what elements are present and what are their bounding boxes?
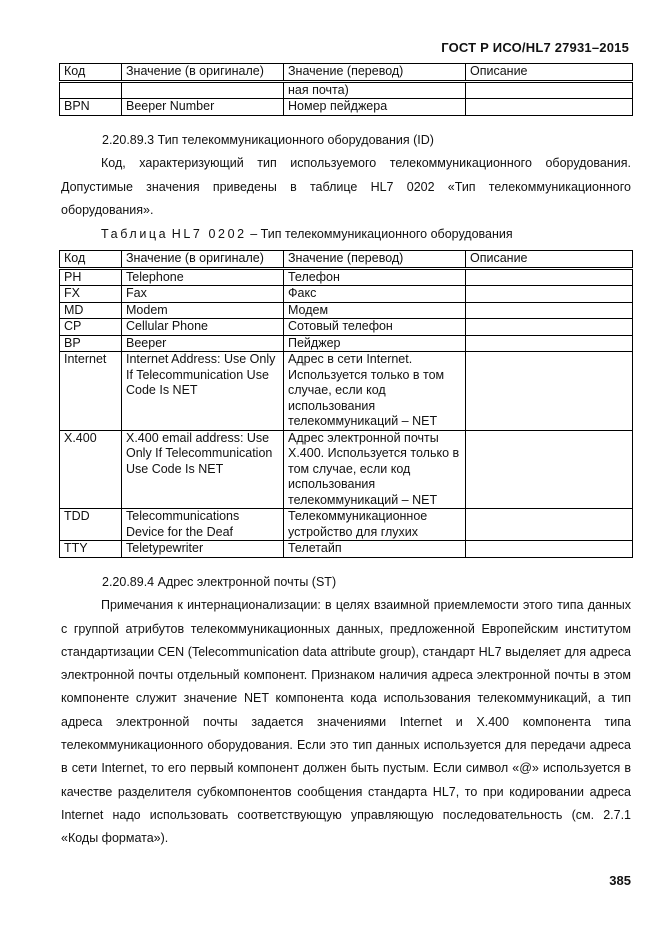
table-cell: X.400 email address: Use Only If Telecommunication Use Code Is NET [122,430,284,509]
table-cell: FX [60,286,122,303]
table-row [60,302,633,319]
column-header: Значение (в оригинале) [122,251,284,269]
table-caption [101,227,513,241]
table-cell: X.400 [60,430,122,509]
table-cell [466,509,633,541]
column-header: Значение (в оригинале) [122,64,284,82]
section-paragraph: Примечания к интернационализации: в целях взаимной приемлемости этого типа данных с группой атрибутов телекоммуникационных данных, предложенной Европейским институтом стандартизации CEN (Telecommunication data attribute group), стандарт HL7 выделяет для адреса электронной почты отдельный компонент. Признаком наличия адреса электронной почты в этом компоненте служит значение NET компонента кода использования телекоммуникаций, а тип адреса электронной почты задается значениями Internet и X.400 компонента типа телекоммуникационного оборудования. Если это тип данных используется для передачи адреса в сети Internet, то его первый компонент должен быть пустым. Если символ «@» используется в качестве разделителя субкомпонентов сообщения стандарта HL7, то при кодировании адреса Internet надо использовать соответствующую управляющую последовательность (см. 2.7.1 «Коды формата»). [61,598,631,846]
table-cell: Telecommunications Device for the Deaf [122,509,284,541]
table-cell: Факс [284,286,466,303]
table-row [60,99,633,116]
table-cell [466,430,633,509]
table-cell: TTY [60,541,122,558]
table-cell: Beeper [122,335,284,352]
table-cell: Modem [122,302,284,319]
table-cell: Fax [122,286,284,303]
section-paragraph: Код, характеризующий тип используемого телекоммуникационного оборудования. Допустимые значения приведены в таблице HL7 0202 «Тип телекоммуникационного оборудования». [61,156,631,217]
table-cell [60,81,122,99]
section-heading: 2.20.89.3 Тип телекоммуникационного оборудования (ID) [102,133,434,147]
column-header: Значение (перевод) [284,64,466,82]
table-cell: Телефон [284,268,466,286]
continued-table [59,63,633,116]
column-header: Описание [466,251,633,269]
table-cell: BPN [60,99,122,116]
table-cell: ная почта) [284,81,466,99]
page-number: 385 [609,873,631,888]
table-cell: Телекоммуникационное устройство для глухих [284,509,466,541]
table-row [60,268,633,286]
table-cell [466,286,633,303]
table-row [60,509,633,541]
section-st [61,571,631,851]
table-header-row [60,251,633,269]
table-cell: BP [60,335,122,352]
section-heading: 2.20.89.4 Адрес электронной почты (ST) [102,575,337,589]
table-cell: MD [60,302,122,319]
column-header: Описание [466,64,633,82]
caption-title: Тип телекоммуникационного оборудования [260,227,513,241]
table-cell [466,268,633,286]
table-row [60,81,633,99]
table-hl7-0202 [59,250,633,558]
table-cell: Internet [60,352,122,431]
table-cell: PH [60,268,122,286]
column-header: Значение (перевод) [284,251,466,269]
caption-dash: – [250,227,258,241]
caption-number: HL7 0202 [171,227,247,241]
caption-word: Таблица [101,227,169,241]
table-cell: Адрес в сети Internet. Используется только в том случае, если код использования телекоммуникаций – NET [284,352,466,431]
table-cell: Адрес электронной почты X.400. Используется только в том случае, если код использования телекоммуникаций – NET [284,430,466,509]
table-cell: Номер пейджера [284,99,466,116]
table-row [60,430,633,509]
table-cell: Cellular Phone [122,319,284,336]
document-header: ГОСТ Р ИСО/HL7 27931–2015 [441,40,629,55]
section-id [61,129,631,222]
table-cell: Сотовый телефон [284,319,466,336]
table-cell: TDD [60,509,122,541]
table-row [60,541,633,558]
table-row [60,352,633,431]
table-cell [466,352,633,431]
table-row [60,335,633,352]
table-cell: Telephone [122,268,284,286]
column-header: Код [60,251,122,269]
table-cell: CP [60,319,122,336]
table-cell: Телетайп [284,541,466,558]
table-cell [466,541,633,558]
table-cell: Модем [284,302,466,319]
table-cell [122,81,284,99]
table-cell: Teletypewriter [122,541,284,558]
table-cell [466,302,633,319]
table-cell [466,81,633,99]
table-row [60,286,633,303]
column-header: Код [60,64,122,82]
table-row [60,319,633,336]
table-cell: Beeper Number [122,99,284,116]
table-header-row [60,64,633,82]
table-cell: Пейджер [284,335,466,352]
table-cell [466,335,633,352]
table-cell [466,99,633,116]
table-cell: Internet Address: Use Only If Telecommunication Use Code Is NET [122,352,284,431]
table-cell [466,319,633,336]
